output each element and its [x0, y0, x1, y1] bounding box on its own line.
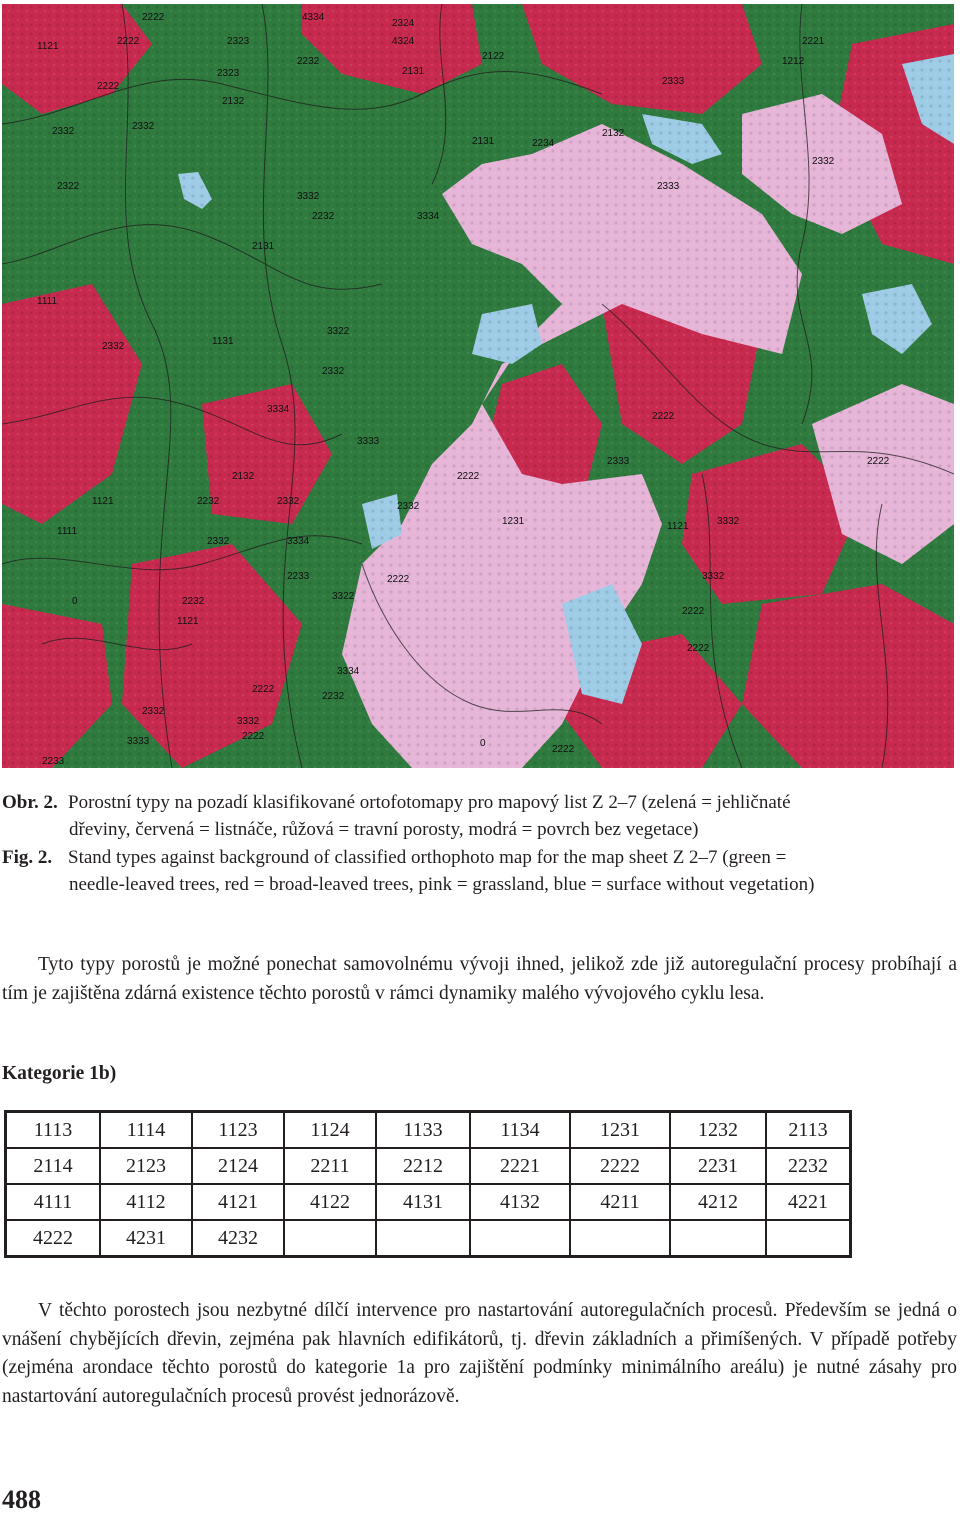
table-cell — [470, 1220, 570, 1257]
table-cell: 1232 — [670, 1112, 766, 1149]
stand-code-label: 4334 — [302, 12, 325, 23]
table-row — [6, 1148, 851, 1184]
stand-code-label: 2222 — [682, 606, 705, 617]
stand-code-label: 2221 — [802, 36, 825, 47]
stand-code-label: 1121 — [177, 616, 199, 627]
stand-code-label: 2324 — [392, 18, 415, 29]
stand-code-label: 2332 — [207, 536, 230, 547]
stand-code-label: 2131 — [402, 66, 425, 77]
stand-type-map — [2, 4, 954, 768]
table-cell — [284, 1220, 376, 1257]
table-cell: 4132 — [470, 1184, 570, 1220]
stand-code-label: 1121 — [92, 496, 114, 507]
stand-code-label: 2332 — [142, 706, 165, 717]
table-cell: 2212 — [376, 1148, 470, 1184]
stand-code-label: 2222 — [687, 643, 710, 654]
table-cell: 2221 — [470, 1148, 570, 1184]
stand-code-label: 2233 — [42, 756, 65, 767]
table-cell: 4131 — [376, 1184, 470, 1220]
stand-code-label: 2132 — [222, 96, 245, 107]
table-cell — [766, 1220, 851, 1257]
table-cell: 2232 — [766, 1148, 851, 1184]
stand-code-label: 2332 — [132, 121, 155, 132]
table-cell: 1231 — [570, 1112, 670, 1149]
body-paragraph-2 — [2, 1297, 957, 1411]
stand-code-label: 2332 — [397, 501, 420, 512]
stand-code-label: 2222 — [242, 731, 265, 742]
body-paragraph-2-text: V těchto porostech jsou nezbytné dílčí intervence pro nastartování autoregulačních procesů. Především se jedná o vnášení chybějících dřevin, zejména pak hlavních edifikátorů, tj. dřevin základních a přimíšených. V případě potřeby (zejména arondace těchto porostů do kategorie 1a pro zajištění podmínky minimálního areálu) je nutné zásahy pro nastartování autoregulačních procesů provést jednorázově. — [2, 1300, 957, 1407]
stand-code-label: 2332 — [322, 366, 345, 377]
stand-code-label: 2122 — [482, 51, 505, 62]
stand-code-label: 3332 — [717, 516, 740, 527]
stand-code-label: 2222 — [97, 81, 120, 92]
caption-czech-line-1: Porostní typy na pozadí klasifikované ortofotomapy pro mapový list Z 2–7 (zelená = jehličnaté — [68, 792, 791, 813]
table-cell: 2113 — [766, 1112, 851, 1149]
table-cell: 2123 — [100, 1148, 192, 1184]
body-paragraph-1 — [2, 951, 957, 1008]
stand-code-label: 1131 — [212, 336, 234, 347]
stand-code-label: 3334 — [287, 536, 310, 547]
caption-label-czech: Obr. 2. — [2, 792, 58, 813]
table-cell: 4122 — [284, 1184, 376, 1220]
table-cell: 4212 — [670, 1184, 766, 1220]
table-cell: 1123 — [192, 1112, 284, 1149]
table-row — [6, 1184, 851, 1220]
stand-code-label: 2232 — [322, 691, 345, 702]
table-cell: 2114 — [6, 1148, 101, 1184]
table-cell: 4232 — [192, 1220, 284, 1257]
stand-code-label: 3333 — [127, 736, 150, 747]
table-cell: 1134 — [470, 1112, 570, 1149]
figure-caption-czech — [2, 789, 957, 843]
stand-code-label: 0 — [480, 738, 486, 749]
stand-code-label: 3332 — [702, 571, 725, 582]
stand-code-label: 1121 — [667, 521, 689, 532]
caption-english-line-2: needle-leaved trees, red = broad-leaved trees, pink = grassland, blue = surface without vegetation) — [69, 874, 815, 895]
stand-code-label: 2132 — [602, 128, 625, 139]
stand-code-label: 1121 — [37, 41, 59, 52]
stand-code-label: 2332 — [812, 156, 835, 167]
caption-czech-line-2: dřeviny, červená = listnáče, růžová = travní porosty, modrá = povrch bez vegetace) — [69, 819, 699, 840]
stand-code-label: 1231 — [502, 516, 525, 527]
table-cell: 4121 — [192, 1184, 284, 1220]
category-heading: Kategorie 1b) — [2, 1063, 117, 1084]
table-cell: 4221 — [766, 1184, 851, 1220]
figure-caption-english — [2, 844, 957, 898]
stand-code-label: 4324 — [392, 36, 415, 47]
stand-code-label: 2222 — [142, 12, 165, 23]
table-cell: 4111 — [6, 1184, 101, 1220]
table-cell: 2222 — [570, 1148, 670, 1184]
stand-code-label: 2232 — [197, 496, 220, 507]
stand-code-label: 2323 — [217, 68, 240, 79]
stand-code-label: 3322 — [332, 591, 355, 602]
stand-code-label: 2323 — [227, 36, 250, 47]
table-cell: 4231 — [100, 1220, 192, 1257]
stand-code-label: 2333 — [662, 76, 685, 87]
stand-code-label: 2333 — [657, 181, 680, 192]
table-cell — [570, 1220, 670, 1257]
stand-code-label: 2222 — [867, 456, 890, 467]
table-cell: 1113 — [6, 1112, 101, 1149]
stand-code-label: 3333 — [357, 436, 380, 447]
stand-code-label: 2332 — [102, 341, 125, 352]
table-cell: 1133 — [376, 1112, 470, 1149]
table-cell: 2231 — [670, 1148, 766, 1184]
stand-code-label: 3334 — [417, 211, 440, 222]
stand-code-label: 2232 — [312, 211, 335, 222]
table-row — [6, 1112, 851, 1149]
stand-code-label: 2222 — [457, 471, 480, 482]
stand-code-label: 3322 — [327, 326, 350, 337]
table-cell: 2211 — [284, 1148, 376, 1184]
table-row — [6, 1220, 851, 1257]
stand-code-label: 2222 — [652, 411, 675, 422]
orthophoto-map-figure — [2, 4, 954, 768]
stand-code-label: 2222 — [387, 574, 410, 585]
table-cell: 2124 — [192, 1148, 284, 1184]
stand-code-label: 3332 — [237, 716, 260, 727]
body-paragraph-1-text: Tyto typy porostů je možné ponechat samovolnému vývoji ihned, jelikož zde již autoregulační procesy probíhají a tím je zajištěna zdárná existence těchto porostů v rámci dynamiky malého vývojového cyklu lesa. — [2, 954, 957, 1004]
table-cell: 4112 — [100, 1184, 192, 1220]
stand-code-label: 2232 — [182, 596, 205, 607]
caption-english-line-1: Stand types against background of classified orthophoto map for the map sheet Z 2–7 (green = — [68, 847, 787, 868]
stand-code-label: 2222 — [252, 684, 275, 695]
stand-code-label: 3332 — [297, 191, 320, 202]
stand-code-label: 3334 — [267, 404, 290, 415]
table-cell — [376, 1220, 470, 1257]
page-number: 488 — [2, 1485, 41, 1514]
stand-code-label: 2222 — [117, 36, 140, 47]
stand-code-label: 2234 — [532, 138, 555, 149]
table-cell: 4222 — [6, 1220, 101, 1257]
table-cell — [670, 1220, 766, 1257]
stand-code-label: 2322 — [57, 181, 80, 192]
stand-code-label: 3334 — [337, 666, 360, 677]
stand-code-label: 2222 — [552, 744, 575, 755]
stand-code-label: 2232 — [297, 56, 320, 67]
stand-code-label: 1111 — [37, 296, 58, 307]
caption-label-english: Fig. 2. — [2, 847, 53, 868]
table-cell: 1124 — [284, 1112, 376, 1149]
stand-code-label: 2333 — [607, 456, 630, 467]
stand-code-label: 2233 — [287, 571, 310, 582]
stand-code-label: 2131 — [472, 136, 495, 147]
stand-code-label: 2332 — [52, 126, 75, 137]
stand-code-label: 2332 — [277, 496, 300, 507]
table-cell: 1114 — [100, 1112, 192, 1149]
stand-type-code-table — [4, 1110, 852, 1258]
stand-code-label: 2131 — [252, 241, 275, 252]
stand-code-label: 1111 — [57, 526, 78, 537]
table-cell: 4211 — [570, 1184, 670, 1220]
stand-code-label: 1212 — [782, 56, 805, 67]
stand-code-label: 0 — [72, 596, 78, 607]
stand-code-label: 2132 — [232, 471, 255, 482]
